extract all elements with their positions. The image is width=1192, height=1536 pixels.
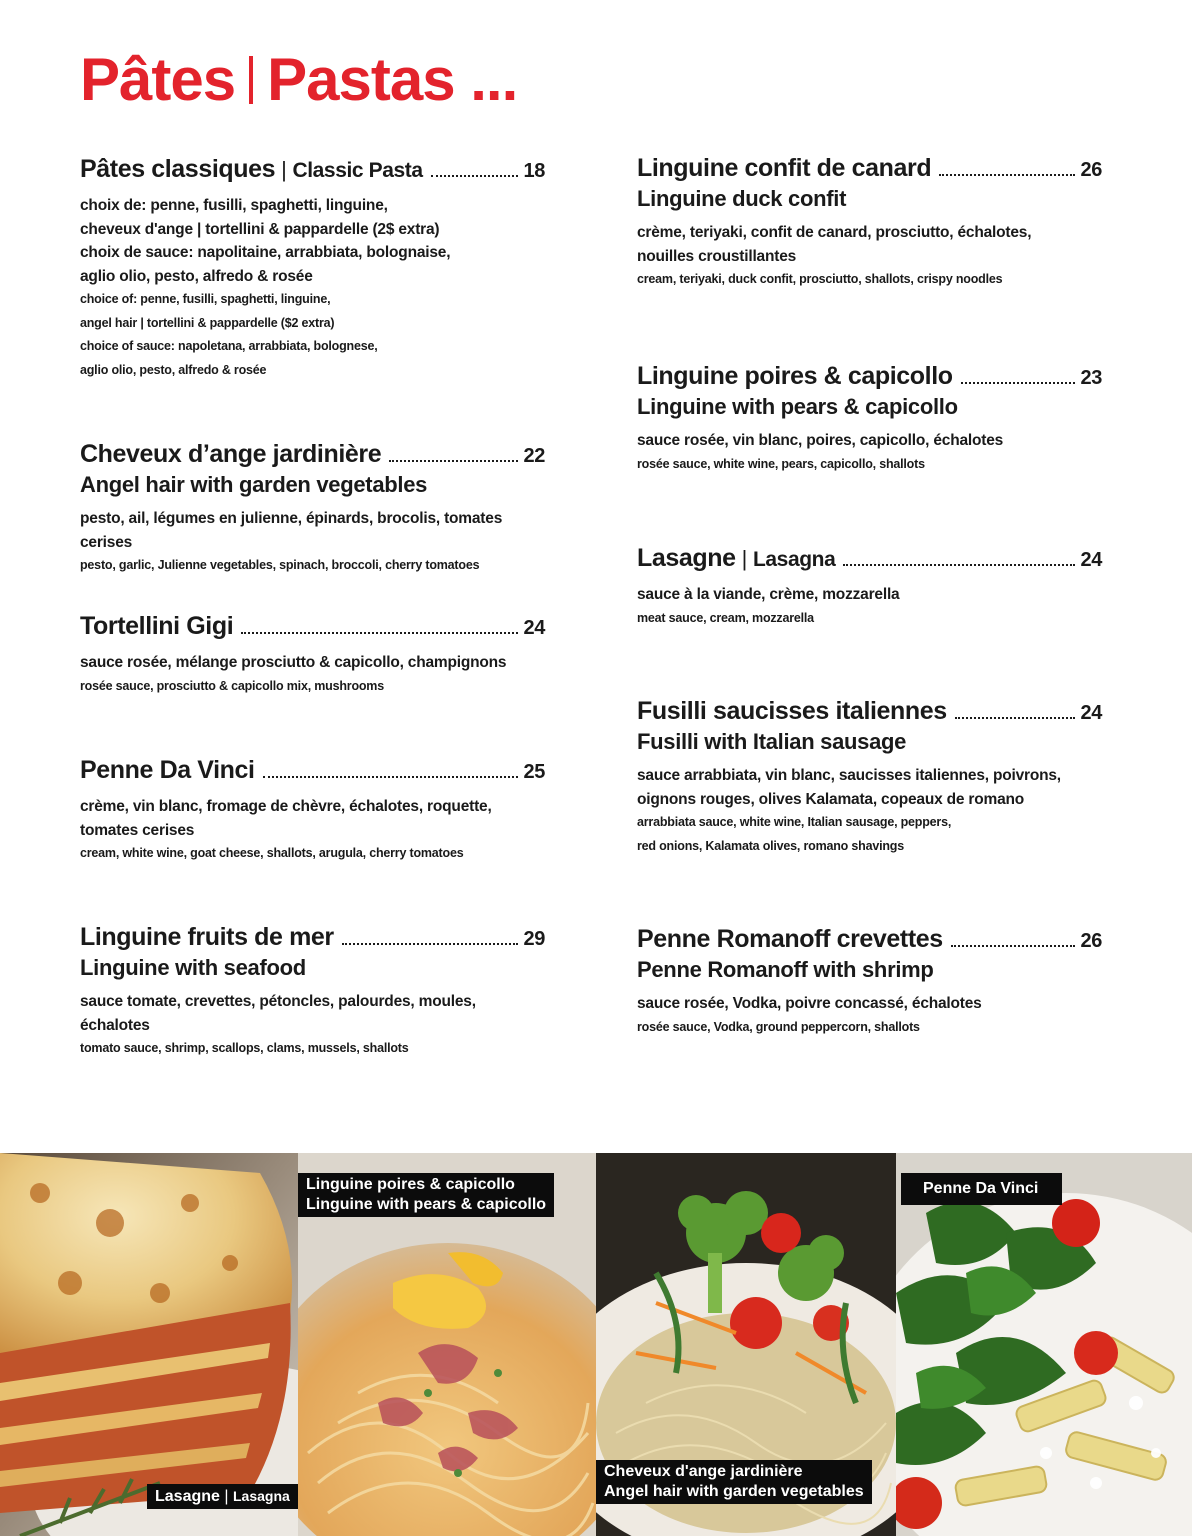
photo-penne-da-vinci	[896, 1153, 1192, 1536]
item-price: 25	[523, 761, 545, 783]
menu-item-penne-da-vinci	[80, 755, 545, 866]
desc-line: oignons rouges, olives Kalamata, copeaux de romano	[637, 790, 1025, 808]
item-price: 29	[523, 928, 545, 950]
desc-line: arrabbiata sauce, white wine, Italian sausage, peppers,	[637, 815, 952, 829]
item-subtitle: Angel hair with garden vegetables	[80, 472, 428, 497]
menu-item-duck-confit	[637, 153, 1102, 292]
desc-line: sauce à la viande, crème, mozzarella	[637, 586, 900, 603]
item-title: Linguine fruits de mer	[80, 923, 334, 951]
desc-line: cream, teriyaki, duck confit, prosciutto, shallots, crispy noodles	[637, 272, 1003, 286]
menu-item-fusilli-sausage	[637, 696, 1102, 858]
caption-line-2: Angel hair with garden vegetables	[604, 1483, 864, 1500]
item-title: Cheveux d’ange jardinière	[80, 440, 382, 468]
caption-en: Lasagna	[232, 1488, 290, 1504]
price-leader	[342, 943, 518, 945]
item-title: Linguine poires & capicollo	[637, 362, 953, 390]
item-price: 24	[1080, 549, 1102, 571]
menu-item-penne-romanoff	[637, 924, 1102, 1039]
desc-line: cheveux d'ange | tortellini & pappardelle (2$ extra)	[80, 220, 440, 238]
menu-item-lasagne	[637, 543, 1102, 630]
desc-line: pesto, ail, légumes en julienne, épinards, brocolis, tomates cerises	[80, 510, 503, 551]
item-description-fr	[637, 429, 1102, 453]
item-description-en	[80, 675, 545, 699]
item-description-fr	[80, 651, 545, 675]
item-title: Pâtes classiques	[80, 155, 276, 183]
price-leader	[263, 776, 518, 778]
item-subtitle: Penne Romanoff with shrimp	[637, 957, 934, 982]
item-subtitle: Fusilli with Italian sausage	[637, 729, 907, 754]
desc-line: rosée sauce, white wine, pears, capicollo, shallots	[637, 456, 925, 471]
item-description-en	[80, 842, 545, 866]
lasagne-image	[0, 1153, 298, 1536]
menu-item-angel-hair	[80, 439, 545, 578]
item-description-fr	[80, 507, 545, 554]
item-description-en	[637, 811, 1102, 858]
desc-line: sauce rosée, vin blanc, poires, capicollo, échalotes	[637, 432, 1004, 449]
desc-line: crème, vin blanc, fromage de chèvre, échalotes, roquette,	[80, 798, 492, 815]
desc-line: nouilles croustillantes	[637, 247, 797, 265]
item-title: Lasagne	[637, 544, 736, 572]
price-leader	[951, 945, 1075, 947]
item-description-en	[637, 453, 1102, 477]
item-price: 22	[523, 445, 545, 467]
item-price: 18	[523, 160, 545, 182]
desc-line: crème, teriyaki, confit de canard, prosciutto, échalotes,	[637, 224, 1032, 241]
item-title: Penne Romanoff crevettes	[637, 925, 943, 953]
photo-linguine-pears	[298, 1153, 596, 1536]
penne-da-vinci-image	[896, 1153, 1192, 1536]
desc-line: choice of sauce: napoletana, arrabbiata, bolognese,	[80, 339, 378, 353]
photo-caption-angel-hair	[596, 1460, 872, 1504]
item-title-en: Lasagna	[752, 548, 836, 571]
price-leader	[431, 175, 518, 177]
price-leader	[843, 564, 1074, 566]
page-title	[80, 44, 517, 116]
desc-line: tomates cerises	[80, 821, 195, 839]
photo-strip	[0, 1153, 1192, 1536]
item-price: 26	[1080, 930, 1102, 952]
photo-angel-hair	[596, 1153, 896, 1536]
desc-line: tomato sauce, shrimp, scallops, clams, mussels, shallots	[80, 1041, 409, 1055]
item-description-en	[637, 607, 1102, 631]
desc-line: choix de sauce: napolitaine, arrabbiata, bolognaise,	[80, 244, 451, 261]
item-description-en	[80, 554, 545, 578]
desc-line: choix de: penne, fusilli, spaghetti, linguine,	[80, 197, 388, 214]
desc-line: rosée sauce, prosciutto & capicollo mix, mushrooms	[80, 678, 384, 693]
caption-line-1: Linguine poires & capicollo	[306, 1176, 515, 1193]
item-description-fr	[637, 221, 1102, 268]
price-leader	[389, 460, 517, 462]
photo-caption-pears	[298, 1173, 554, 1217]
item-price: 23	[1080, 367, 1102, 389]
item-price: 24	[523, 617, 545, 639]
caption-line-1: Cheveux d'ange jardinière	[604, 1463, 803, 1480]
photo-caption-penne-da-vinci	[901, 1173, 1062, 1205]
item-description-en	[637, 268, 1102, 292]
menu-item-linguine-seafood	[80, 922, 545, 1061]
photo-lasagne	[0, 1153, 298, 1536]
photo-caption-lasagne	[147, 1484, 298, 1509]
desc-line: meat sauce, cream, mozzarella	[637, 610, 814, 625]
desc-line: aglio olio, pesto, alfredo & rosée	[80, 267, 313, 285]
caption-line-2: Linguine with pears & capicollo	[306, 1196, 547, 1213]
menu-item-classic-pasta	[80, 154, 545, 382]
item-description-fr	[80, 795, 545, 842]
item-description-fr	[80, 194, 545, 288]
page-title-en: Pastas ...	[267, 46, 518, 113]
title-divider	[249, 56, 253, 104]
item-description-en	[80, 1037, 545, 1061]
desc-line: pesto, garlic, Julienne vegetables, spinach, broccoli, cherry tomatoes	[80, 558, 480, 572]
item-title: Linguine confit de canard	[637, 154, 932, 182]
item-title-en: Classic Pasta	[292, 159, 423, 182]
menu-item-tortellini-gigi	[80, 611, 545, 698]
price-leader	[955, 717, 1075, 719]
caption-text: Lasagne | Lasagna	[155, 1488, 290, 1505]
title-separator: |	[741, 546, 747, 571]
item-description-en	[637, 1016, 1102, 1040]
item-title: Tortellini Gigi	[80, 612, 234, 640]
item-price: 26	[1080, 159, 1102, 181]
desc-line: angel hair | tortellini & pappardelle ($2 extra)	[80, 315, 335, 330]
item-title: Penne Da Vinci	[80, 756, 255, 784]
menu-item-linguine-pears	[637, 361, 1102, 476]
item-title: Fusilli saucisses italiennes	[637, 697, 947, 725]
page-title-fr: Pâtes	[80, 46, 236, 113]
desc-line: sauce rosée, Vodka, poivre concassé, échalotes	[637, 995, 982, 1012]
desc-line: sauce tomate, crevettes, pétoncles, palourdes, moules, échalotes	[80, 993, 476, 1034]
title-separator: |	[281, 157, 287, 182]
desc-line: sauce rosée, mélange prosciutto & capicollo, champignons	[80, 654, 507, 671]
item-subtitle: Linguine duck confit	[637, 186, 847, 211]
item-price: 24	[1080, 702, 1102, 724]
desc-line: aglio olio, pesto, alfredo & rosée	[80, 362, 267, 377]
price-leader	[939, 174, 1074, 176]
desc-line: sauce arrabbiata, vin blanc, saucisses italiennes, poivrons,	[637, 767, 1061, 784]
price-leader	[961, 382, 1075, 384]
item-description-fr	[80, 990, 545, 1037]
caption-fr: Lasagne	[155, 1488, 220, 1505]
item-description-fr	[637, 764, 1102, 811]
item-subtitle: Linguine with pears & capicollo	[637, 394, 958, 419]
desc-line: rosée sauce, Vodka, ground peppercorn, shallots	[637, 1019, 920, 1034]
item-subtitle: Linguine with seafood	[80, 955, 306, 980]
item-description-fr	[637, 583, 1102, 607]
price-leader	[241, 632, 517, 634]
desc-line: red onions, Kalamata olives, romano shavings	[637, 838, 904, 853]
item-description-en	[80, 288, 545, 382]
item-description-fr	[637, 992, 1102, 1016]
desc-line: cream, white wine, goat cheese, shallots, arugula, cherry tomatoes	[80, 846, 464, 860]
caption-line-1: Penne Da Vinci	[923, 1180, 1039, 1197]
desc-line: choice of: penne, fusilli, spaghetti, linguine,	[80, 292, 331, 306]
